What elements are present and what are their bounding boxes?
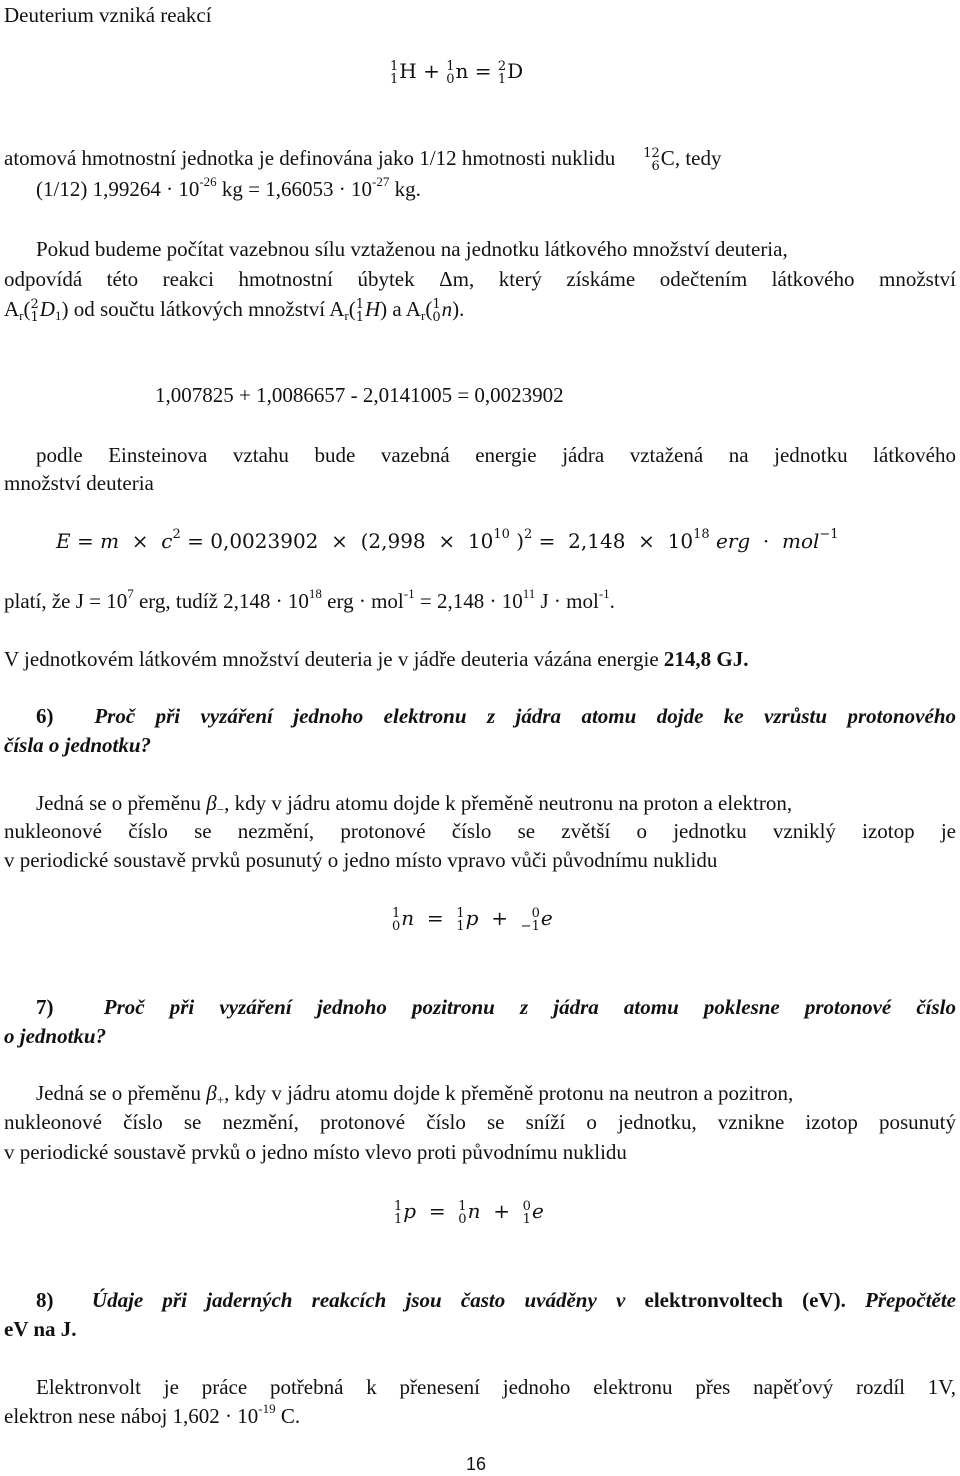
einstein-paragraph-line-1: podle Einsteinova vztahu bude vazebná energie jádra vztažená na jednotku látkového: [36, 443, 956, 467]
binding-energy-conclusion: V jednotkovém látkovém množství deuteria je v jádře deuteria vázána energie 214,8 GJ.: [4, 647, 749, 671]
isotope-h: 1 1: [390, 58, 399, 87]
isotope-c: 12 6: [643, 146, 660, 175]
answer-6-line-1: Jedná se o přeměnu $\beta_-$, kdy v jádru atomu dojde k přeměně neutronu na proton a elektron,: [36, 791, 793, 817]
deuterium-reaction-equation: 1 1 H + 1 0 n = 2 1 D: [390, 58, 524, 87]
paragraph-binding-line-3: $A_r$( 2 1 $D_1$) od součtu látkových množství $A_r$( 1 1 H) a $A_r$( 1 0 n).: [4, 297, 465, 326]
question-6-line-1: 6) Proč při vyzáření jednoho elektronu z jádra atomu dojde ke vzrůstu protonového: [36, 704, 957, 728]
answer-7-line-1: Jedná se o přeměnu $\beta_+$, kdy v jádru atomu dojde k přeměně protonu na neutron a pozitron,: [36, 1081, 794, 1107]
beta-plus-equation: 1 1 p = 1 0 n + 0 1 e: [394, 1198, 544, 1227]
paragraph-binding-line-2: odpovídá této reakci hmotnostní úbytek Δm, který získáme odečtením látkového množství: [4, 267, 956, 291]
beta-minus-equation: 1 0 n = 1 1 p + 0 −1 e: [392, 905, 553, 934]
einstein-paragraph-line-2: množství deuteria: [4, 471, 154, 495]
answer-6-line-2: nukleonové číslo se nezmění, protonové číslo se zvětší o jednotku vzniklý izotop je: [4, 819, 956, 843]
answer-7-line-3: v periodické soustavě prvků o jedno místo vlevo proti původnímu nuklidu: [4, 1140, 627, 1164]
page-number: 16: [466, 1454, 487, 1474]
isotope-d: 2 1: [497, 58, 507, 87]
question-7-line-1: 7) Proč při vyzáření jednoho pozitronu z jádra atomu poklesne protonové číslo: [36, 995, 957, 1019]
answer-8-line-2: elektron nese náboj $1,602 \cdot 10^{-19}$ C.: [4, 1401, 301, 1428]
isotope-n: 1 0: [446, 58, 455, 87]
einstein-energy-equation: $E = m \times c^2 = 0,0023902 \times (2,998 \times 10^{10}$ )$^2 = 2,148 \times 10^{18}$ erg · mol$^{-1}$: [56, 527, 839, 553]
conversion-line: platí, že $J = 10^7$ erg, tudíž $2,148 \cdot 10^{18}$ erg · $mol^{-1} = 2,148 \cdot 10^{11}$ J · mol$^{-1}$.: [4, 586, 615, 613]
question-7-line-2: o jednotku?: [4, 1024, 107, 1048]
amu-definition-line: atomová hmotnostní jednotka je definována jako 1/12 hmotnosti nuklidu 12 6 C, tedy: [4, 146, 722, 175]
question-6-line-2: čísla o jednotku?: [4, 733, 152, 757]
intro-line: Deuterium vzniká reakcí: [4, 3, 212, 27]
paragraph-binding-line-1: Pokud budeme počítat vazebnou sílu vztaženou na jednotku látkového množství deuteria,: [36, 237, 788, 261]
answer-7-line-2: nukleonové číslo se nezmění, protonové číslo se sníží o jednotku, vznikne izotop posunutý: [4, 1110, 956, 1134]
amu-value-line: (1/12) $1,99264 \cdot 10^{-26}$ kg = $1,66053 \cdot 10^{-27}$ kg.: [36, 174, 421, 201]
mass-defect-calculation: 1,007825 + 1,0086657 - 2,0141005 = 0,0023902: [155, 383, 564, 407]
question-8-line-2: eV na J.: [4, 1317, 77, 1341]
question-8-line-1: 8) Údaje při jaderných reakcích jsou často uváděny v elektronvoltech (eV). Přepočtěte: [36, 1288, 956, 1312]
answer-8-line-1: Elektronvolt je práce potřebná k přenesení jednoho elektronu přes napěťový rozdíl 1V,: [36, 1375, 956, 1399]
answer-6-line-3: v periodické soustavě prvků posunutý o jedno místo vpravo vůči původnímu nuklidu: [4, 848, 718, 872]
